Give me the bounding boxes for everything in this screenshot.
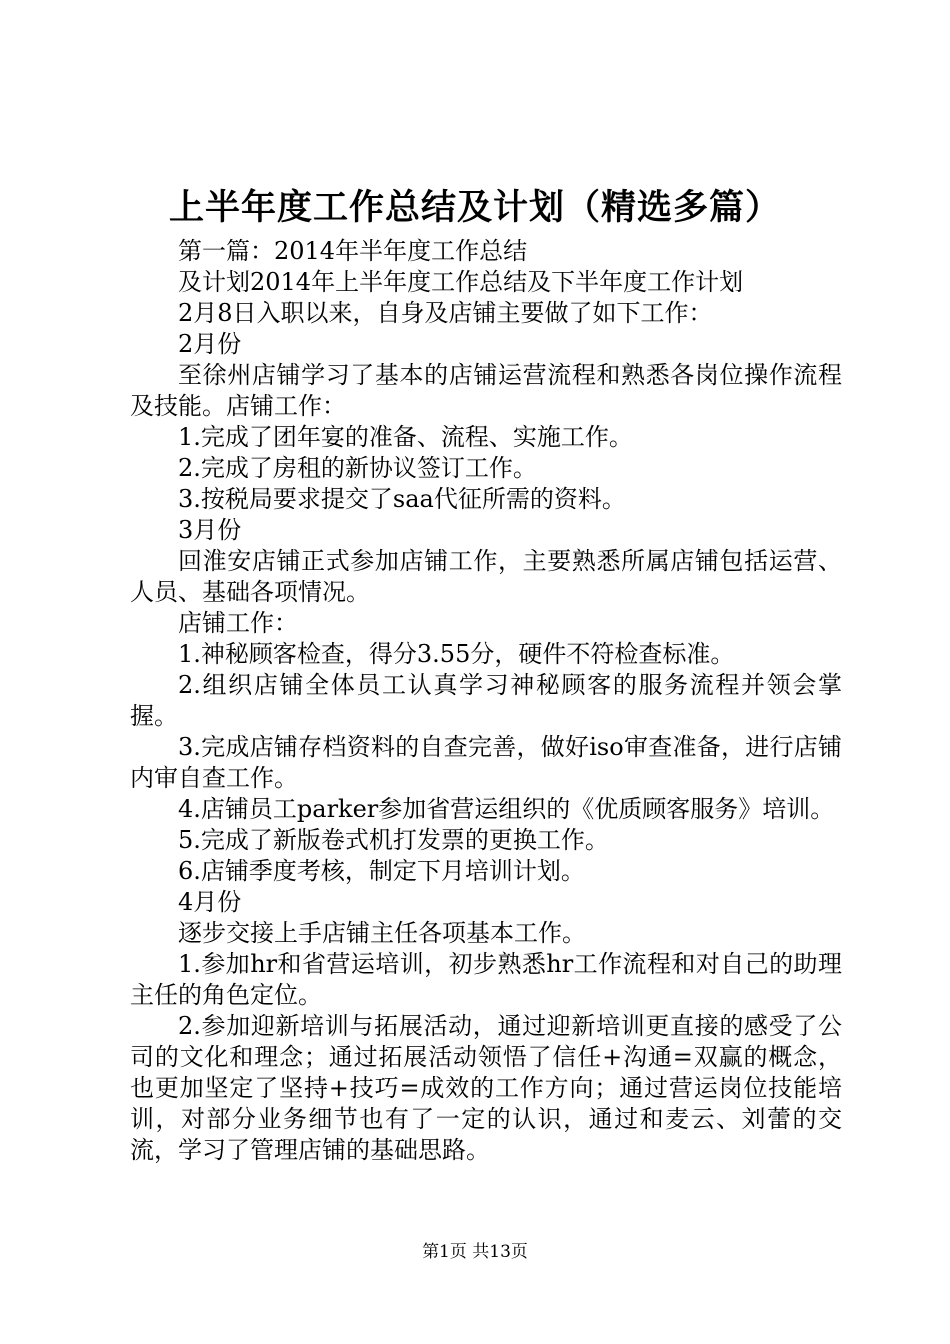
month-heading: 4月份 — [178, 888, 242, 916]
list-item: 2.完成了房租的新协议签订工作。 — [178, 454, 537, 482]
document-body — [130, 236, 842, 1166]
paragraph: 回淮安店铺正式参加店铺工作，主要熟悉所属店铺包括运营、人员、基础各项情况。 — [130, 547, 842, 606]
paragraph: 2月8日入职以来，自身及店铺主要做了如下工作： — [178, 299, 713, 327]
list-item: 5.完成了新版卷式机打发票的更换工作。 — [178, 826, 609, 854]
list-item: 2.参加迎新培训与拓展活动，通过迎新培训更直接的感受了公司的文化和理念；通过拓展活动领悟了信任+沟通=双赢的概念，也更加坚定了坚持+技巧=成效的工作方向；通过营运岗位技能培训，对部分业务细节也有了一定的认识，通过和麦云、刘蕾的交流，学习了管理店铺的基础思路。 — [130, 1012, 842, 1164]
list-item: 2.组织店铺全体员工认真学习神秘顾客的服务流程并领会掌握。 — [130, 671, 842, 730]
month-heading: 2月份 — [178, 330, 242, 358]
list-item: 4.店铺员工parker参加省营运组织的《优质顾客服务》培训。 — [178, 795, 835, 823]
list-item: 1.神秘顾客检查，得分3.55分，硬件不符检查标准。 — [178, 640, 735, 668]
paragraph: 至徐州店铺学习了基本的店铺运营流程和熟悉各岗位操作流程及技能。店铺工作： — [130, 361, 842, 420]
document-title: 上半年度工作总结及计划（精选多篇） — [168, 187, 781, 228]
month-heading: 3月份 — [178, 516, 242, 544]
paragraph: 逐步交接上手店铺主任各项基本工作。 — [178, 919, 586, 947]
paragraph: 店铺工作： — [178, 609, 298, 637]
list-item: 3.按税局要求提交了saa代征所需的资料。 — [178, 485, 626, 513]
page-footer: 第1页 共13页 — [422, 1242, 528, 1262]
paragraph: 及计划2014年上半年度工作总结及下半年度工作计划 — [178, 268, 744, 296]
list-item: 1.完成了团年宴的准备、流程、实施工作。 — [178, 423, 633, 451]
list-item: 6.店铺季度考核，制定下月培训计划。 — [178, 857, 585, 885]
list-item: 1.参加hr和省营运培训，初步熟悉hr工作流程和对自己的助理主任的角色定位。 — [130, 950, 842, 1009]
paragraph: 第一篇：2014年半年度工作总结 — [178, 237, 528, 265]
list-item: 3.完成店铺存档资料的自查完善，做好iso审查准备，进行店铺内审自查工作。 — [130, 733, 842, 792]
